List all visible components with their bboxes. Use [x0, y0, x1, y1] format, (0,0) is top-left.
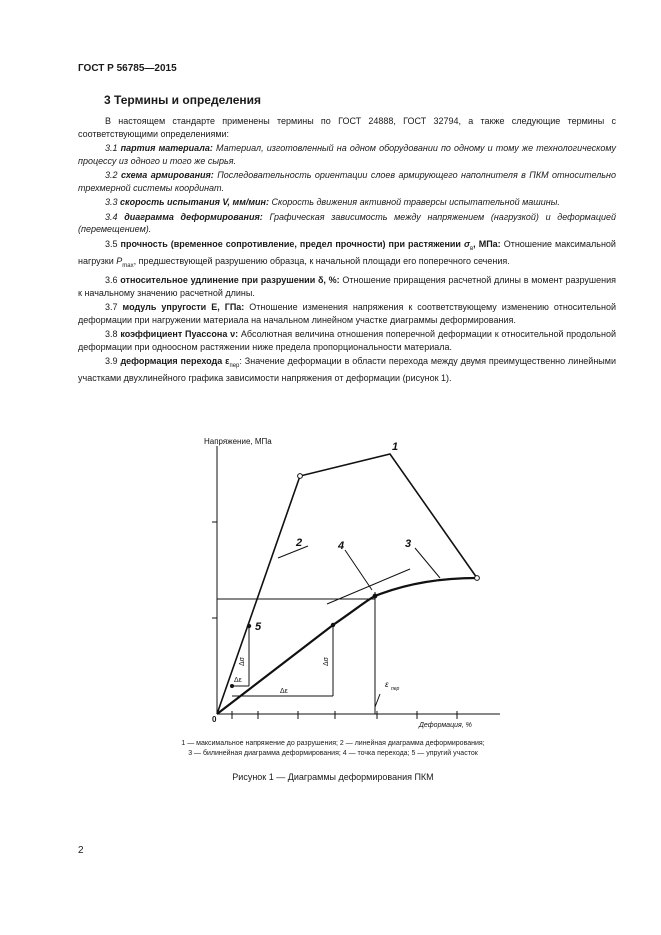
term-definition-cont: , предшествующей разрушению образца, к начальной площади его поперечного сечения.: [133, 255, 510, 266]
label-4: 4: [338, 540, 345, 552]
term-name: схема армирования:: [120, 170, 214, 180]
term-definition: Отношение изменения напряжения к соответствующему изменению относительной деформации при нагружении материала на начальном линейном участке диаграммы деформирования.: [78, 302, 616, 325]
term-number: 3.8: [105, 329, 118, 340]
term-name: диаграмма деформирования:: [124, 211, 263, 222]
delta-sigma-1: Δσ: [239, 657, 246, 666]
term-3-6: [78, 274, 616, 299]
term-number: 3.7: [105, 302, 118, 313]
label-5: 5: [255, 621, 262, 633]
term-number: 3.6: [105, 275, 118, 286]
label-2: 2: [296, 537, 303, 549]
term-name: относительное удлинение при разрушении δ, %:: [120, 275, 340, 286]
term-3-9: [78, 355, 616, 385]
leader-2: [278, 546, 308, 558]
point-end: [475, 576, 480, 581]
term-definition: Графическая зависимость между напряжением (нагрузкой) и деформацией (перемещением).: [78, 211, 616, 234]
eps-per-leader: [375, 694, 380, 707]
term-definition: Абсолютная величина отношения поперечной деформации к относительной продольной деформации при одноосном растяжении ниже предела пропорциональности материала.: [78, 329, 616, 352]
caption-line-2: 3 — билинейная диаграмма деформирования; 4 — точка перехода; 5 — упругий участок: [188, 750, 478, 757]
label-1: 1: [392, 441, 399, 453]
term-number: 3.4: [105, 211, 118, 222]
term-definition: Скорость движения активной траверсы испытательной машины.: [268, 197, 560, 207]
eps-per-label: ε: [385, 680, 389, 689]
term-unit: , МПа:: [473, 238, 501, 249]
curve-bilinear-diagram: [217, 578, 477, 714]
caption-line-1: 1 — максимальное напряжение до разрушения; 2 — линейная диаграмма деформирования;: [181, 740, 485, 747]
term-name: прочность (временное сопротивление, предел прочности) при растяжении: [120, 238, 461, 249]
p-subscript: max: [122, 262, 134, 269]
term-name: партия материала:: [120, 143, 213, 153]
term-3-1: [78, 142, 616, 167]
delta-eps-1: Δε: [234, 677, 242, 684]
term-number: 3.2: [105, 170, 118, 180]
point-elastic: [247, 624, 251, 628]
intro-line-2: термины с соответствующими определениями:: [78, 116, 617, 139]
sigma-symbol: σ: [464, 238, 470, 249]
term-name: деформация перехода ε: [120, 356, 230, 367]
figure-title: Рисунок 1 — Диаграммы деформирования ПКМ: [232, 772, 434, 782]
point-transition: [373, 594, 378, 599]
y-axis-label: Напряжение, МПа: [204, 437, 272, 446]
point-max-curve: [298, 474, 303, 479]
term-name: коэффициент Пуассона ν:: [120, 329, 239, 340]
term-number: 3.9: [105, 356, 118, 367]
sigma-subscript: в: [469, 245, 474, 252]
term-3-2: [78, 169, 616, 194]
page-number: 2: [78, 845, 84, 856]
x-axis-label: Деформация, %: [419, 722, 472, 729]
delta-eps-2: Δε: [280, 688, 288, 695]
origin-label: 0: [212, 715, 217, 724]
term-number: 3.5: [105, 238, 118, 249]
term-3-3: [78, 196, 616, 209]
leader-4: [345, 550, 372, 590]
curve-linear-diagram: [217, 454, 477, 714]
leader-3: [415, 548, 440, 578]
point-bilinear: [331, 623, 335, 627]
term-number: 3.1: [105, 143, 118, 153]
delta-sigma-2: Δσ: [323, 657, 330, 666]
term-definition: Отношение приращения расчетной длины в момент разрушения к начальному значению расчетной длины.: [78, 275, 617, 298]
intro-line-1: В настоящем стандарте применены термины по ГОСТ 24888, ГОСТ 32794, а также следующие: [105, 116, 561, 126]
p-symbol: P: [116, 255, 123, 266]
term-name: модуль упругости E, ГПа:: [122, 302, 245, 313]
term-definition: Отношение максимальной нагрузки: [78, 238, 616, 266]
body-text: [78, 115, 616, 387]
term-number: 3.3: [105, 197, 118, 207]
deformation-diagram: [195, 432, 505, 732]
term-3-8: [78, 328, 616, 353]
term-definition: Материал, изготовленный на одном оборудовании по одному и тому же технологическому процессу из одного и того же сырья.: [78, 143, 616, 166]
section-title: 3 Термины и определения: [104, 93, 262, 107]
intro-paragraph: [78, 115, 616, 140]
term-definition: Последовательность ориентации слоев армирующего наполнителя в ПКМ относительно трехмерной системы координат.: [78, 170, 616, 193]
point-start: [230, 684, 234, 688]
term-3-5: [78, 238, 616, 273]
term-name: скорость испытания V, мм/мин:: [120, 197, 269, 207]
document-header: ГОСТ Р 56785—2015: [78, 63, 177, 74]
term-3-4: [78, 211, 616, 236]
figure-caption: [120, 739, 546, 759]
term-3-7: [78, 301, 616, 326]
term-definition: : Значение деформации в области перехода между двумя преимущественно линейными участками двухлинейного графика зависимости напряжения от деформации (рисунок 1).: [78, 356, 616, 384]
eps-subscript: пер: [229, 362, 240, 369]
eps-per-subscript: пер: [391, 686, 400, 692]
label-3: 3: [405, 538, 412, 550]
